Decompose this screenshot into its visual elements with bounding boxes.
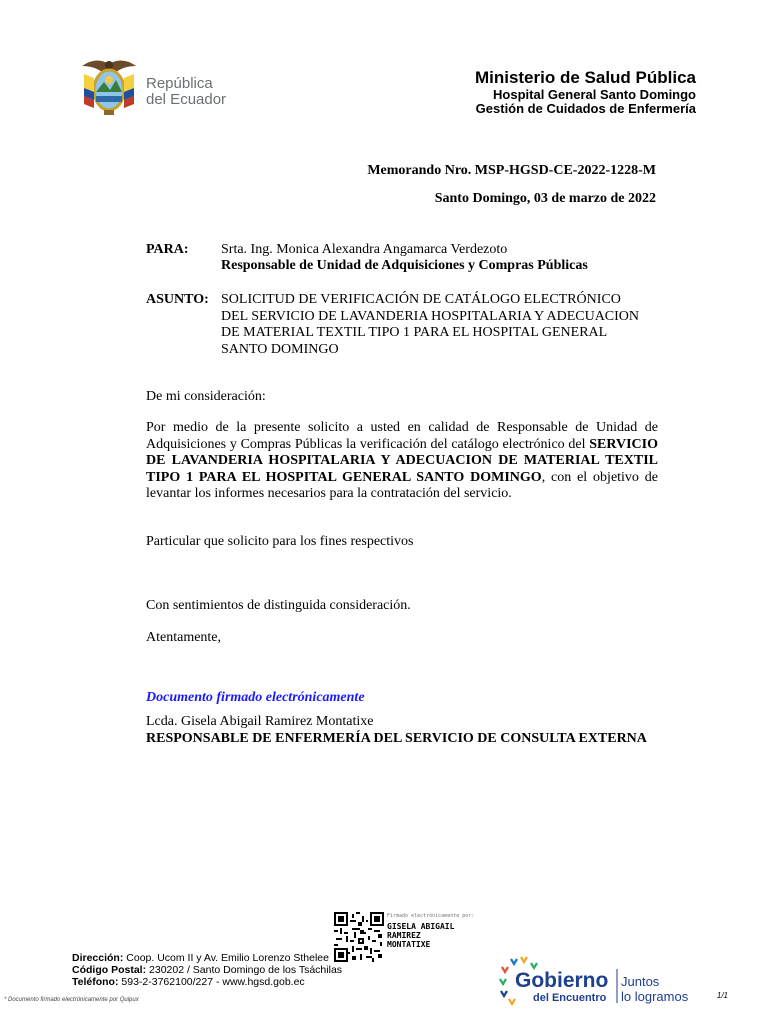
electronic-signature-note: Documento firmado electrónicamente bbox=[146, 690, 365, 705]
del-encuentro-word: del Encuentro bbox=[533, 992, 607, 1004]
stamp-caption: Firmado electrónicamente por: bbox=[387, 913, 475, 919]
body-paragraph bbox=[146, 420, 658, 503]
subject-line: DEL SERVICIO DE LAVANDERIA HOSPITALARIA Y ADECUACION bbox=[221, 308, 640, 324]
department-name: Gestión de Cuidados de Enfermería bbox=[475, 101, 696, 116]
subject-line: DE MATERIAL TEXTIL TIPO 1 PARA EL HOSPITAL GENERAL bbox=[221, 325, 608, 340]
signer-name: Lcda. Gisela Abigail Ramirez Montatixe bbox=[146, 714, 374, 729]
request-line: Particular que solicito para los fines respectivos bbox=[146, 534, 414, 549]
subject-line: SOLICITUD DE VERIFICACIÓN DE CATÁLOGO ELECTRÓNICO bbox=[221, 292, 621, 307]
closing-line: Con sentimientos de distinguida consideración. bbox=[146, 598, 411, 613]
memo-number: Memorando Nro. MSP-HGSD-CE-2022-1228-M bbox=[367, 163, 656, 178]
footer-label: Teléfono: bbox=[72, 976, 119, 988]
body-paragraph-end: , con el objetivo de levantar los informes necesarios para la contratación del servicio. bbox=[146, 469, 658, 501]
to-title: Responsable de Unidad de Adquisiciones y Compras Públicas bbox=[221, 258, 588, 273]
subject-label: ASUNTO: bbox=[146, 292, 209, 307]
slogan-line2: lo logramos bbox=[621, 989, 689, 1004]
gobierno-word: Gobierno bbox=[515, 969, 609, 992]
subject-text bbox=[221, 292, 639, 358]
footer-value: 230202 / Santo Domingo de los Tsáchilas bbox=[149, 964, 343, 976]
hospital-name: Hospital General Santo Domingo bbox=[493, 87, 696, 102]
to-name: Srta. Ing. Monica Alexandra Angamarca Verdezoto bbox=[221, 242, 508, 257]
body-paragraph-start: Por medio de la presente solicito a usted en calidad de Responsable de Unidad de Adquisiciones y Compras Públicas la verificación del catálogo electrónico del bbox=[146, 420, 658, 452]
ministry-title: Ministerio de Salud Pública bbox=[474, 68, 696, 87]
to-label: PARA: bbox=[146, 242, 189, 257]
footer-value: Coop. Ucom II y Av. Emilio Lorenzo Sthelee bbox=[126, 952, 329, 964]
footer-label: Código Postal: bbox=[72, 964, 147, 976]
footer-address-line bbox=[72, 952, 342, 964]
footer-label: Dirección: bbox=[72, 952, 124, 964]
ministry-header bbox=[475, 68, 696, 116]
greeting: De mi consideración: bbox=[146, 389, 266, 404]
page-number: 1/1 bbox=[716, 991, 728, 1000]
ecuador-coat-of-arms-icon bbox=[76, 52, 142, 118]
quipux-note: * Documento firmado electrónicamente por Quipux bbox=[4, 997, 139, 1003]
stamp-signer bbox=[387, 922, 454, 949]
subject-line: SANTO DOMINGO bbox=[221, 341, 339, 357]
service-name-bold: SERVICIO DE LAVANDERIA HOSPITALARIA Y ADECUACION DE MATERIAL TEXTIL TIPO 1 PARA EL HOSPITAL GENERAL SANTO DOMINGO bbox=[146, 436, 658, 485]
footer-address bbox=[72, 952, 342, 988]
slogan-line1: Juntos bbox=[621, 974, 660, 989]
gobierno-logo-graphic bbox=[497, 955, 697, 1007]
memo-date: Santo Domingo, 03 de marzo de 2022 bbox=[434, 191, 656, 206]
footer-phone-line bbox=[72, 976, 342, 988]
gobierno-del-encuentro-logo bbox=[497, 955, 697, 1007]
republica-ecuador-wordmark bbox=[146, 76, 226, 108]
signer-role: RESPONSABLE DE ENFERMERÍA DEL SERVICIO DE CONSULTA EXTERNA bbox=[146, 731, 647, 746]
republica-line2: del Ecuador bbox=[146, 91, 227, 108]
footer-value: 593-2-3762100/227 - www.hgsd.gob.ec bbox=[121, 976, 305, 988]
stamp-name-line: RAMIREZ bbox=[387, 931, 421, 940]
republica-line1: República bbox=[146, 75, 213, 92]
stamp-name-line: MONTATIXE bbox=[387, 940, 431, 949]
footer-postal-line bbox=[72, 964, 342, 976]
regards-line: Atentamente, bbox=[146, 630, 222, 645]
stamp-name-line: GISELA ABIGAIL bbox=[387, 922, 455, 931]
